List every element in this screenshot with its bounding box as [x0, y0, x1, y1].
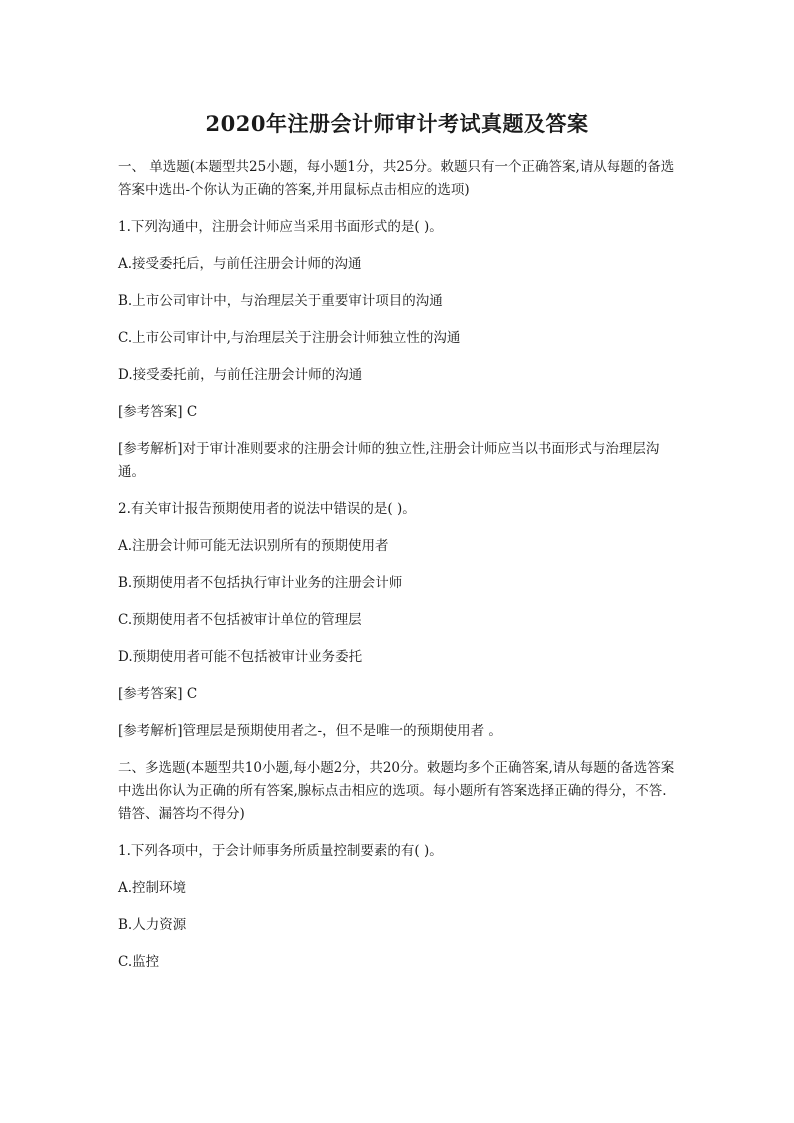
document-title: 2020年注册会计师审计考试真题及答案 — [205, 111, 589, 136]
question-option: D.预期使用者可能不包括被审计业务委托 — [118, 649, 363, 665]
question-option: D.接受委托前，与前任注册会计师的沟通 — [118, 367, 363, 383]
question-option: A.控制环境 — [118, 880, 187, 896]
section-heading-single-choice: 一、 单选题(本题型共25小题，每小题1分，共25分。敕题只有一个正确答案,请从每题的备选答案中选出-个你认为正确的答案,并用鼠标点击相应的选项) — [118, 159, 675, 198]
question-option: B.上市公司审计中，与治理层关于重要审计项目的沟通 — [118, 293, 443, 309]
question-option: C.上市公司审计中,与治理层关于注册会计师独立性的沟通 — [118, 330, 461, 346]
reference-answer: [参考答案] C — [118, 686, 198, 702]
question-option: B.预期使用者不包括执行审计业务的注册会计师 — [118, 575, 403, 591]
question-option: B.人力资源 — [118, 917, 187, 933]
reference-analysis: [参考解析]对于审计准则要求的注册会计师的独立性,注册会计师应当以书面形式与治理层沟通。 — [118, 441, 660, 480]
question-option: A.接受委托后，与前任注册会计师的沟通 — [118, 256, 362, 272]
question-stem: 1.下列沟通中，注册会计师应当采用书面形式的是( )。 — [118, 219, 443, 235]
question-stem: 1.下列各项中，于会计师事务所质量控制要素的有( )。 — [118, 843, 443, 859]
section-heading-multiple-choice: 二、多选题(本题型共10小题,每小题2分，共20分。敕题均多个正确答案,请从每题的备选答案中选出你认为正确的所有答案,腺标点击相应的选项。每小题所有答案选择正确的得分，不答.错答、漏答均不得分) — [118, 760, 675, 822]
question-option: C.预期使用者不包括被审计单位的管理层 — [118, 612, 362, 628]
reference-analysis: [参考解析]管理层是预期使用者之-，但不是唯一的预期使用者 。 — [118, 723, 502, 739]
question-option: C.监控 — [118, 954, 160, 970]
document-body — [118, 156, 678, 988]
question-stem: 2.有关审计报告预期使用者的说法中错误的是( )。 — [118, 501, 416, 517]
reference-answer: [参考答案] C — [118, 404, 198, 420]
question-option: A.注册会计师可能无法识别所有的预期使用者 — [118, 538, 389, 554]
